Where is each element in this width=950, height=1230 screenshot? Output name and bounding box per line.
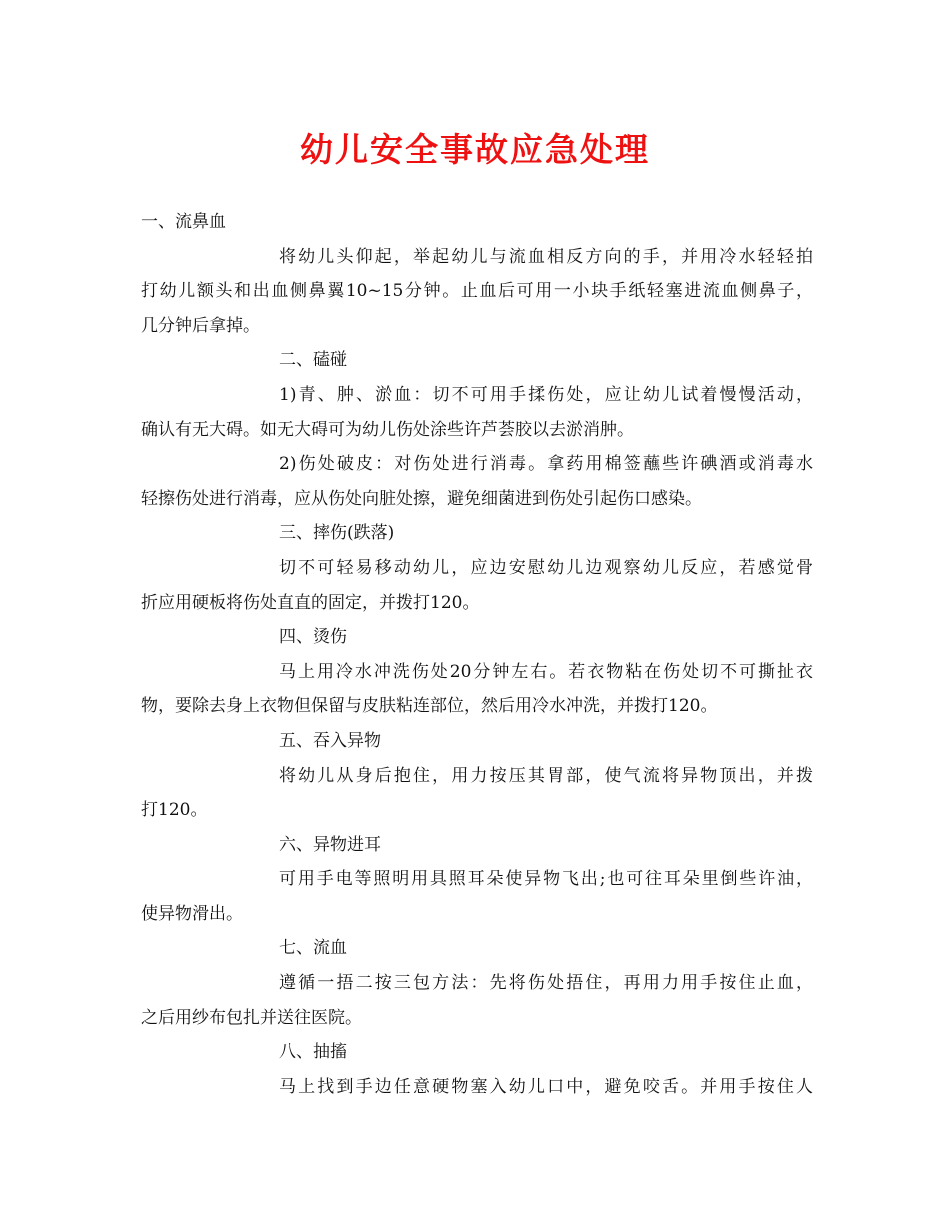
text-line: 六、异物进耳 [279, 834, 381, 855]
text-line: 打120。 [141, 800, 208, 821]
text-line: 五、吞入异物 [279, 730, 381, 751]
text-line: 切不可轻易移动幼儿，应边安慰幼儿边观察幼儿反应，若感觉骨 [279, 557, 813, 578]
text-line: 将幼儿从身后抱住，用力按压其胃部，使气流将异物顶出，并拨 [279, 765, 813, 786]
text-line: 一、流鼻血 [141, 212, 226, 232]
document-title: 幼儿安全事故应急处理 [300, 130, 650, 169]
text-line: 七、流血 [279, 938, 347, 959]
text-line: 将幼儿头仰起，举起幼儿与流血相反方向的手，并用冷水轻轻拍 [279, 246, 813, 267]
document-body [141, 205, 813, 1104]
text-line: 遵循一捂二按三包方法：先将伤处捂住，再用力用手按住止血， [279, 973, 813, 994]
text-line: 八、抽搐 [279, 1042, 347, 1063]
text-line: 2)伤处破皮：对伤处进行消毒。拿药用棉签蘸些许碘酒或消毒水 [279, 454, 813, 475]
text-line: 三、摔伤(跌落) [279, 523, 395, 544]
text-line: 之后用纱布包扎并送往医院。 [141, 1007, 362, 1028]
text-line: 使异物滑出。 [141, 903, 243, 924]
text-line: 四、烫伤 [279, 627, 347, 648]
text-line: 二、磕碰 [279, 350, 347, 371]
text-line: 折应用硬板将伤处直直的固定，并拨打120。 [141, 592, 480, 613]
text-line: 物，要除去身上衣物但保留与皮肤粘连部位，然后用冷水冲洗，并拨打120。 [141, 696, 718, 717]
text-line: 几分钟后拿掉。 [141, 315, 260, 336]
text-line: 马上用冷水冲洗伤处20分钟左右。若衣物粘在伤处切不可撕扯衣 [279, 661, 813, 682]
text-line: 马上找到手边任意硬物塞入幼儿口中，避免咬舌。并用手按住人 [279, 1076, 813, 1097]
text-line: 确认有无大碍。如无大碍可为幼儿伤处涂些许芦荟胶以去淤消肿。 [141, 419, 634, 440]
text-line: 可用手电等照明用具照耳朵使异物飞出;也可往耳朵里倒些许油， [279, 869, 813, 890]
text-line: 1)青、肿、淤血：切不可用手揉伤处，应让幼儿试着慢慢活动， [279, 384, 813, 405]
text-line: 轻擦伤处进行消毒，应从伤处向脏处擦，避免细菌进到伤处引起伤口感染。 [141, 488, 702, 509]
text-line: 打幼儿额头和出血侧鼻翼10~15分钟。止血后可用一小块手纸轻塞进流血侧鼻子， [141, 281, 813, 302]
